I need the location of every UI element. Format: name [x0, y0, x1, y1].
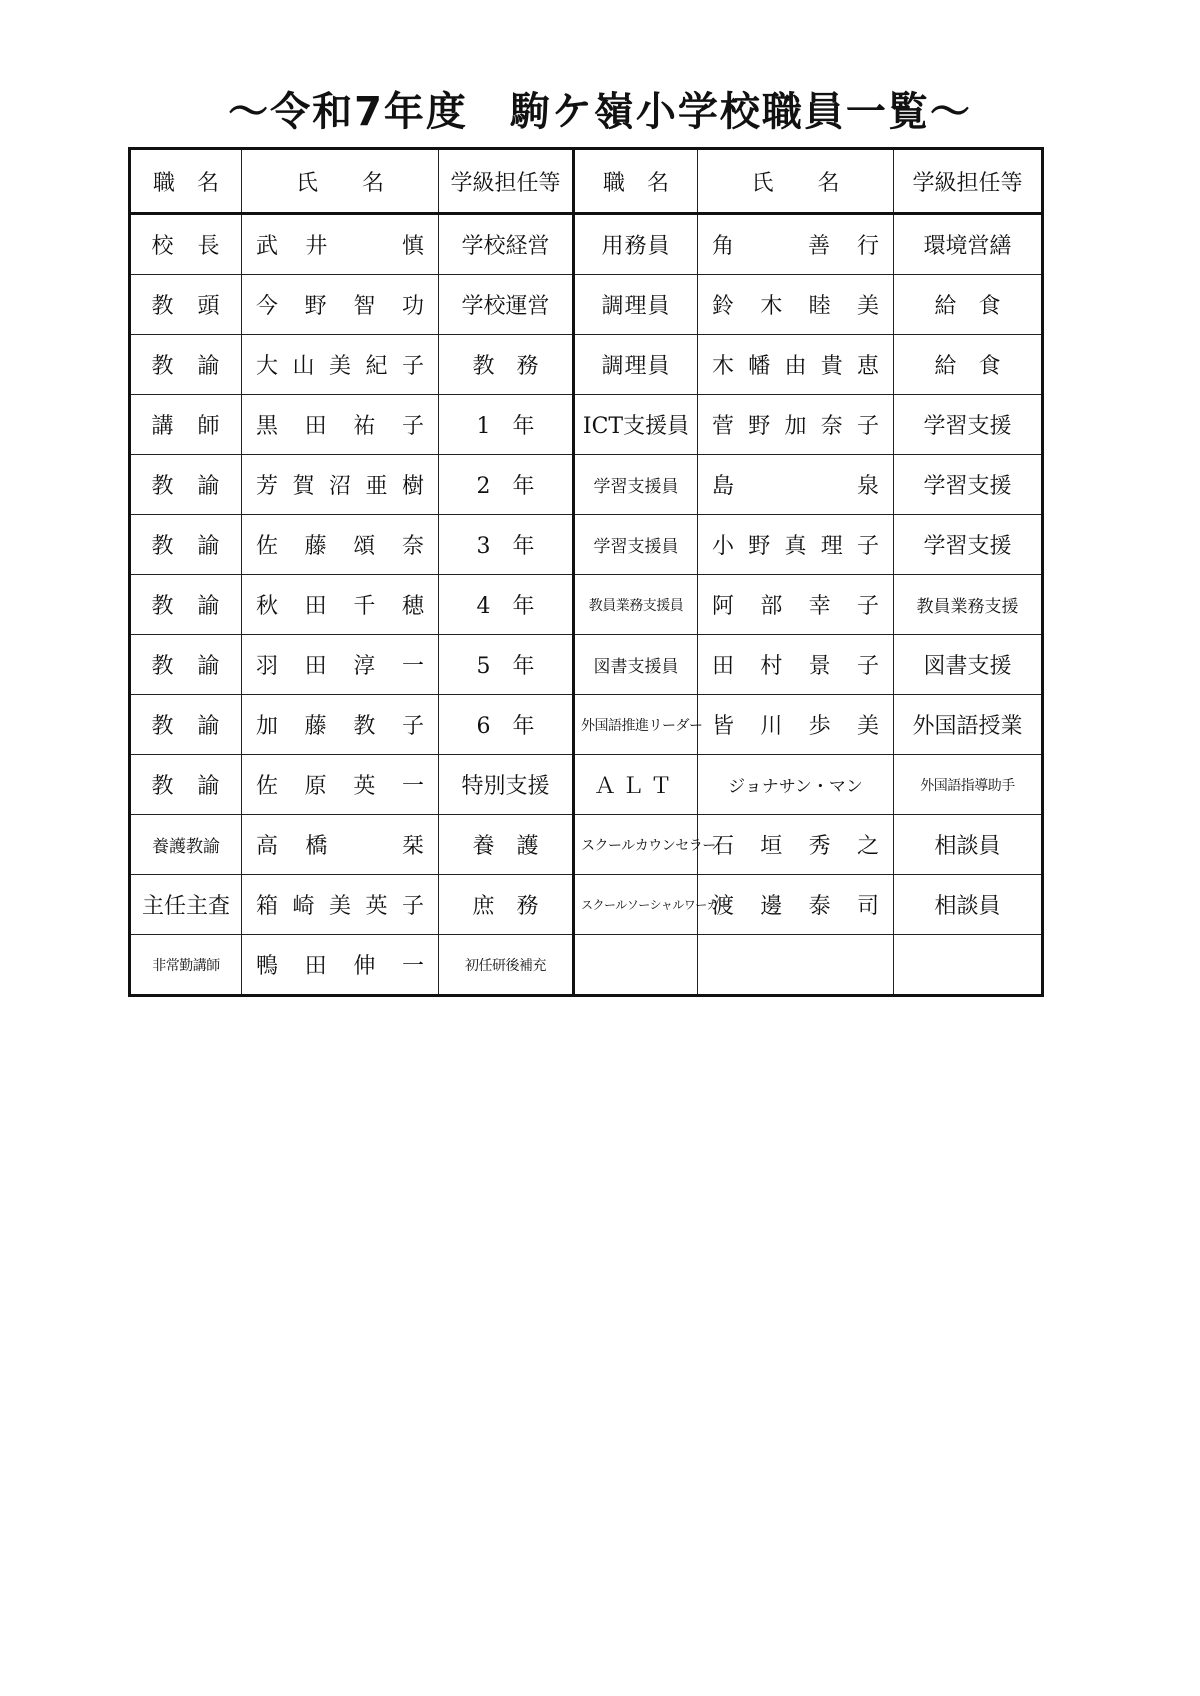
cell-name: ジョナサン・マン	[698, 755, 894, 815]
cell-assignment: 3 年	[439, 515, 574, 575]
cell-name: 木幡由貴恵	[698, 335, 894, 395]
cell-name: 阿 部 幸 子	[698, 575, 894, 635]
table-row	[130, 935, 1043, 996]
cell-assignment: 教 務	[439, 335, 574, 395]
cell-assignment: 学校経営	[439, 214, 574, 275]
cell-name: 渡 邊 泰 司	[698, 875, 894, 935]
cell-assignment: 初任研後補充	[439, 935, 574, 996]
cell-name: 角 善 行	[698, 214, 894, 275]
cell-assignment: 1 年	[439, 395, 574, 455]
table-row	[130, 214, 1043, 275]
cell-name: 今 野 智 功	[242, 275, 439, 335]
cell-assignment: 相談員	[894, 815, 1043, 875]
header-name: 氏 名	[698, 149, 894, 214]
cell-name: 高 橋 栞	[242, 815, 439, 875]
cell-position: 学習支援員	[574, 455, 698, 515]
cell-position	[574, 935, 698, 996]
cell-position: 教 頭	[130, 275, 242, 335]
table-row	[130, 335, 1043, 395]
cell-assignment	[894, 935, 1043, 996]
table-row	[130, 395, 1043, 455]
table-row	[130, 695, 1043, 755]
header-position: 職 名	[574, 149, 698, 214]
cell-position: 非常勤講師	[130, 935, 242, 996]
cell-position: 教 諭	[130, 335, 242, 395]
header-assignment: 学級担任等	[894, 149, 1043, 214]
cell-position: 養護教諭	[130, 815, 242, 875]
cell-assignment: 図書支援	[894, 635, 1043, 695]
cell-position: ＡＬＴ	[574, 755, 698, 815]
cell-position: 調理員	[574, 275, 698, 335]
staff-table	[128, 147, 1044, 997]
header-row	[130, 149, 1043, 214]
cell-position: 教 諭	[130, 515, 242, 575]
cell-assignment: 相談員	[894, 875, 1043, 935]
cell-assignment: 学校運営	[439, 275, 574, 335]
header-assignment: 学級担任等	[439, 149, 574, 214]
cell-assignment: 庶 務	[439, 875, 574, 935]
cell-position: 教 諭	[130, 455, 242, 515]
cell-assignment: 2 年	[439, 455, 574, 515]
cell-name: 佐 藤 頌 奈	[242, 515, 439, 575]
cell-name: 加 藤 教 子	[242, 695, 439, 755]
cell-position: スクールソーシャルワーカー	[574, 875, 698, 935]
cell-assignment: 環境営繕	[894, 214, 1043, 275]
cell-position: 図書支援員	[574, 635, 698, 695]
cell-name: 芳賀沼亜樹	[242, 455, 439, 515]
cell-assignment: 学習支援	[894, 515, 1043, 575]
cell-assignment: 養 護	[439, 815, 574, 875]
cell-name	[698, 935, 894, 996]
cell-position: 用務員	[574, 214, 698, 275]
cell-position: 外国語推進リーダー	[574, 695, 698, 755]
cell-assignment: 外国語指導助手	[894, 755, 1043, 815]
page-title: ～令和7年度 駒ケ嶺小学校職員一覧～	[228, 89, 972, 135]
cell-name: 鴨 田 伸 一	[242, 935, 439, 996]
cell-assignment: 6 年	[439, 695, 574, 755]
table-row	[130, 275, 1043, 335]
cell-position: ICT支援員	[574, 395, 698, 455]
cell-name: 佐 原 英 一	[242, 755, 439, 815]
table-row	[130, 875, 1043, 935]
cell-name: 田 村 景 子	[698, 635, 894, 695]
cell-position: 教 諭	[130, 635, 242, 695]
cell-name: 島 泉	[698, 455, 894, 515]
cell-assignment: 学習支援	[894, 455, 1043, 515]
cell-name: 小野真理子	[698, 515, 894, 575]
cell-position: 教 諭	[130, 755, 242, 815]
cell-assignment: 4 年	[439, 575, 574, 635]
cell-position: 教員業務支援員	[574, 575, 698, 635]
cell-position: 学習支援員	[574, 515, 698, 575]
table-row	[130, 755, 1043, 815]
cell-position: 校 長	[130, 214, 242, 275]
cell-position: 講 師	[130, 395, 242, 455]
header-name: 氏 名	[242, 149, 439, 214]
cell-position: 調理員	[574, 335, 698, 395]
cell-assignment: 学習支援	[894, 395, 1043, 455]
header-position: 職 名	[130, 149, 242, 214]
cell-position: 主任主査	[130, 875, 242, 935]
cell-assignment: 給 食	[894, 335, 1043, 395]
cell-name: 鈴 木 睦 美	[698, 275, 894, 335]
table-row	[130, 575, 1043, 635]
cell-position: 教 諭	[130, 695, 242, 755]
table-row	[130, 815, 1043, 875]
cell-assignment: 外国語授業	[894, 695, 1043, 755]
cell-name: 石 垣 秀 之	[698, 815, 894, 875]
cell-name: 大山美紀子	[242, 335, 439, 395]
cell-name: 秋 田 千 穂	[242, 575, 439, 635]
cell-name: 黒 田 祐 子	[242, 395, 439, 455]
cell-name: 菅野加奈子	[698, 395, 894, 455]
cell-assignment: 5 年	[439, 635, 574, 695]
cell-name: 皆 川 歩 美	[698, 695, 894, 755]
cell-assignment: 給 食	[894, 275, 1043, 335]
cell-assignment: 特別支援	[439, 755, 574, 815]
cell-position: 教 諭	[130, 575, 242, 635]
table-row	[130, 635, 1043, 695]
cell-position: スクールカウンセラー	[574, 815, 698, 875]
table-row	[130, 515, 1043, 575]
cell-name: 羽 田 淳 一	[242, 635, 439, 695]
cell-name: 武 井 慎	[242, 214, 439, 275]
cell-assignment: 教員業務支援	[894, 575, 1043, 635]
table-row	[130, 455, 1043, 515]
cell-name: 箱崎美英子	[242, 875, 439, 935]
